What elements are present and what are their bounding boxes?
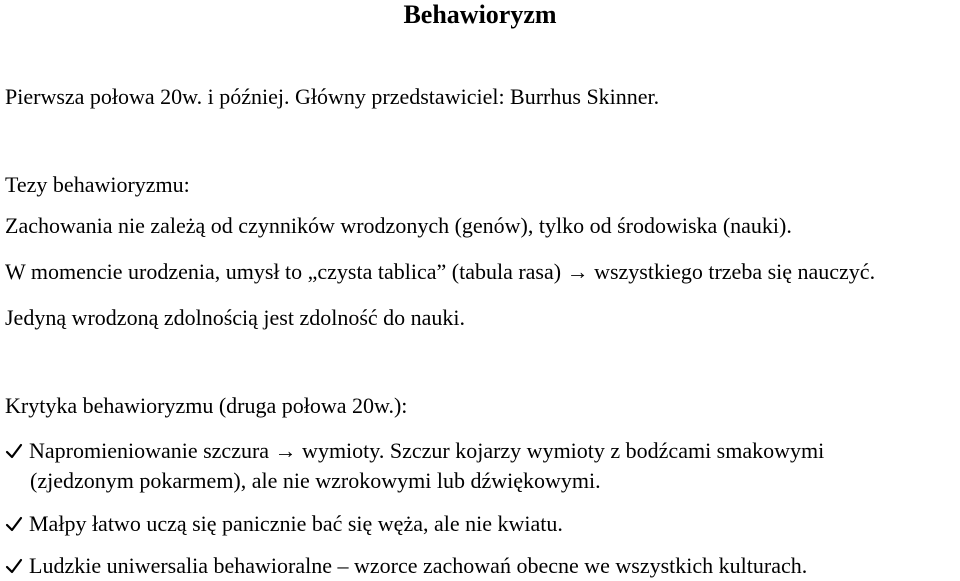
- critique-bullet: [5, 511, 563, 537]
- thesis-line: Jedyną wrodzoną zdolnością jest zdolność do nauki.: [5, 305, 466, 330]
- critique-bullet-continuation: (zjedzonym pokarmem), ale nie wzrokowymi lub dźwiękowymi.: [30, 468, 601, 493]
- checkmark-icon: [5, 442, 23, 460]
- thesis-line: W momencie urodzenia, umysł to „czysta tablica” (tabula rasa) → wszystkiego trzeba się nauczyć.: [5, 259, 876, 284]
- theses-heading: Tezy behawioryzmu:: [5, 172, 190, 197]
- critique-bullet-text: Małpy łatwo uczą się panicznie bać się węża, ale nie kwiatu.: [29, 511, 563, 536]
- critique-bullet: [5, 553, 807, 579]
- thesis-line: Zachowania nie zależą od czynników wrodzonych (genów), tylko od środowiska (nauki).: [5, 213, 792, 238]
- checkmark-icon: [5, 515, 23, 533]
- critique-bullet: [5, 438, 824, 464]
- checkmark-icon: [5, 557, 23, 575]
- critique-bullet-text: Napromieniowanie szczura → wymioty. Szczur kojarzy wymioty z bodźcami smakowymi: [29, 438, 825, 463]
- intro-text: Pierwsza połowa 20w. i później. Główny przedstawiciel: Burrhus Skinner.: [5, 84, 660, 109]
- page-title: Behawioryzm: [403, 0, 557, 29]
- critique-bullet-text: Ludzkie uniwersalia behawioralne – wzorce zachowań obecne we wszystkich kulturach.: [29, 553, 808, 578]
- critique-heading: Krytyka behawioryzmu (druga połowa 20w.):: [5, 393, 408, 418]
